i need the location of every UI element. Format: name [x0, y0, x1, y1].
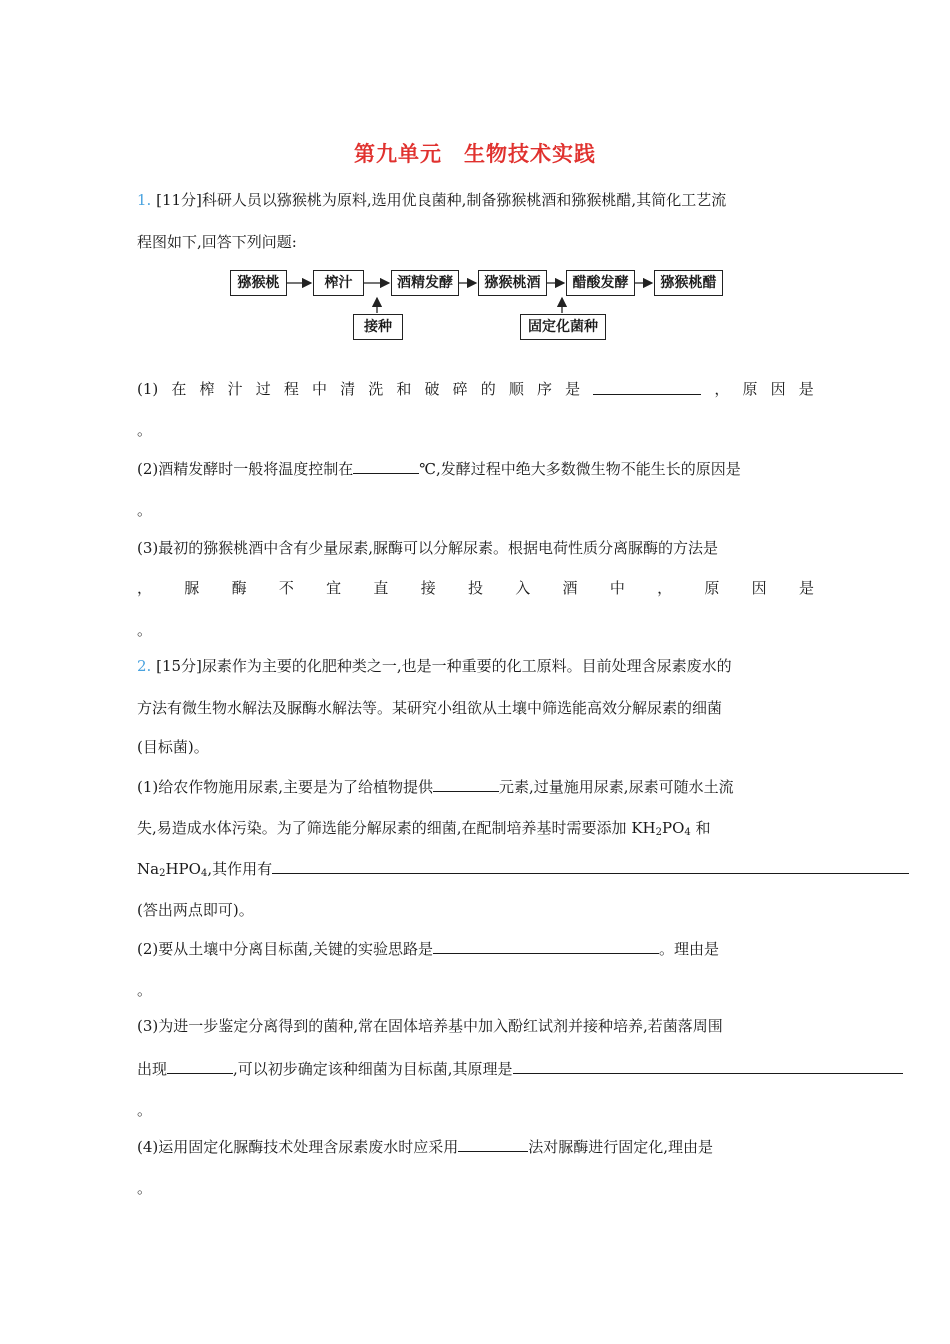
answer-blank[interactable] [272, 858, 909, 874]
q2-part3-line2: 出现 ,可以初步确定该种细菌为目标菌,其原理是 [137, 1058, 903, 1079]
answer-blank[interactable] [433, 776, 499, 792]
flow-box-immobilized: 固定化菌种 [520, 314, 606, 340]
answer-blank[interactable] [513, 1058, 903, 1074]
answer-blank[interactable] [433, 938, 659, 954]
q1-part1-end: 。 [137, 421, 153, 439]
q2-part3-line1: (3)为进一步鉴定分离得到的菌种,常在固体培养基中加入酚红试剂并接种培养,若菌落周围 [137, 1017, 723, 1035]
q2-intro-line2: 方法有微生物水解法及脲酶水解法等。某研究小组欲从土壤中筛选能高效分解尿素的细菌 [137, 699, 723, 717]
q1-intro-line2: 程图如下,回答下列问题: [137, 233, 297, 251]
q1-part1-line: (1) 在 榨 汁 过 程 中 清 洗 和 破 碎 的 顺 序 是 ， 原 因 是 [137, 380, 814, 398]
flow-box-kiwi-wine: 猕猴桃酒 [478, 270, 547, 296]
answer-blank[interactable] [593, 379, 701, 395]
q2-part1-line3: $Na_2HPO_4$,其作用有 [137, 858, 909, 884]
q1-intro-text: [11分]科研人员以猕猴桃为原料,选用优良菌种,制备猕猴桃酒和猕猴桃醋,其简化工艺流 [156, 191, 727, 209]
q2-part3-end: 。 [137, 1101, 153, 1119]
page-title: 第九单元 生物技术实践 [354, 141, 596, 166]
flow-diagram [0, 0, 950, 360]
q1-part2-line: (2)酒精发酵时一般将温度控制在 ℃,发酵过程中绝大多数微生物不能生长的原因是 [137, 460, 741, 478]
flow-box-acetic-ferment: 醋酸发酵 [566, 270, 635, 296]
q2-intro-line3: (目标菌)。 [137, 738, 209, 756]
flow-box-inoculate: 接种 [353, 314, 403, 340]
flow-box-kiwi: 猕猴桃 [230, 270, 287, 296]
q1-number: 1. [137, 191, 152, 209]
q2-part4-line: (4)运用固定化脲酶技术处理含尿素废水时应采用 法对脲酶进行固定化,理由是 [137, 1138, 714, 1156]
q1-part3-end: 。 [137, 621, 153, 639]
q2-part1-line1: (1)给农作物施用尿素,主要是为了给植物提供 元素,过量施用尿素,尿素可随水土流 [137, 778, 734, 796]
q2-part2-end: 。 [137, 981, 153, 999]
q2-part1-line2: 失,易造成水体污染。为了筛选能分解尿素的细菌,在配制培养基时需要添加 $KH_2PO_4$ 和 [137, 819, 711, 838]
flow-box-kiwi-vinegar: 猕猴桃醋 [654, 270, 723, 296]
answer-blank[interactable] [167, 1058, 233, 1074]
answer-blank[interactable] [353, 458, 419, 474]
q2-number: 2. [137, 657, 152, 675]
q1-part3-line1: (3)最初的猕猴桃酒中含有少量尿素,脲酶可以分解尿素。根据电荷性质分离脲酶的方法是 [137, 539, 719, 557]
q1-part2-end: 。 [137, 501, 153, 519]
answer-blank[interactable] [458, 1136, 528, 1152]
flow-box-alcohol-ferment: 酒精发酵 [391, 270, 459, 296]
q2-part2-line: (2)要从土壤中分离目标菌,关键的实验思路是 。理由是 [137, 940, 720, 958]
q2-intro-line1: 2. [15分]尿素作为主要的化肥种类之一,也是一种重要的化工原料。目前处理含尿素废水的 [137, 657, 732, 675]
q1-part3-line2: ， 脲 酶 不 宜 直 接 投 入 酒 中 ， 原 因 是 [137, 579, 814, 597]
q2-part1-line4: (答出两点即可)。 [137, 901, 254, 919]
flow-box-juice: 榨汁 [313, 270, 364, 296]
q2-part4-end: 。 [137, 1179, 153, 1197]
